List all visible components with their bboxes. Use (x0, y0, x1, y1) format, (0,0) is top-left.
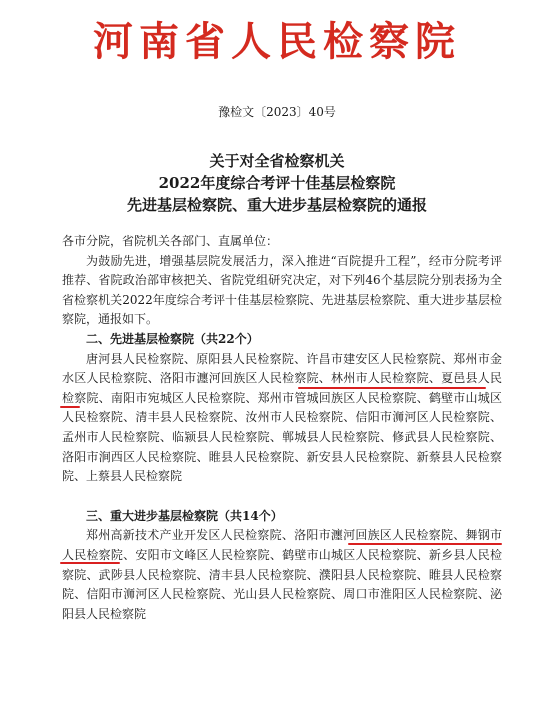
highlight-underline (298, 387, 486, 389)
section-spacer (62, 487, 502, 507)
document-body (62, 232, 502, 624)
intro-paragraph: 为鼓励先进，增强基层院发展活力，深入推进“百院提升工程”，经市分院考评推荐、省院政治部审核把关、省院党组研究决定，对下列46个基层院分别表扬为全省检察机关2022年度综合考评十佳基层检察院、先进基层检察院、重大进步基层检察院，通报如下。 (62, 253, 502, 327)
masthead-title: 河南省人民检察院 (93, 18, 461, 65)
title-line-1: 关于对全省检察机关 (209, 152, 345, 170)
title-line-2: 2022年度综合考评十佳基层检察院 (158, 174, 396, 192)
highlight-underline (348, 543, 502, 545)
document-number: 豫检文〔2023〕40号 (218, 105, 336, 119)
section-advanced-block (62, 350, 502, 487)
section-progress-block (62, 526, 502, 624)
salutation: 各市分院，省院机关各部门、直属单位： (62, 234, 279, 248)
highlight-underline (60, 406, 80, 408)
section-advanced-text: 唐河县人民检察院、原阳县人民检察院、许昌市建安区人民检察院、郑州市金水区人民检察院、洛阳市瀍河回族区人民检察院、林州市人民检察院、夏邑县人民检察院、南阳市宛城区人民检察院、郑州市管城回族区人民检察院、鹤壁市山城区人民检察院、清丰县人民检察院、汝州市人民检察院、信阳市浉河区人民检察院、孟州市人民检察院、临颍县人民检察院、郸城县人民检察院、修武县人民检察院、洛阳市涧西区人民检察院、睢县人民检察院、新安县人民检察院、新蔡县人民检察院、上蔡县人民检察院 (62, 351, 502, 484)
highlight-underline (60, 562, 120, 564)
section-progress-heading: 三、重大进步基层检察院（共14个） (86, 508, 283, 523)
section-advanced-heading: 二、先进基层检察院（共22个） (86, 331, 259, 346)
section-progress-text: 郑州高新技术产业开发区人民检察院、洛阳市瀍河回族区人民检察院、舞钢市人民检察院、安阳市文峰区人民检察院、鹤壁市山城区人民检察院、新乡县人民检察院、武陟县人民检察院、清丰县人民检察院、濮阳县人民检察院、睢县人民检察院、信阳市浉河区人民检察院、光山县人民检察院、周口市淮阳区人民检察院、泌阳县人民检察院 (62, 528, 502, 621)
document-title (0, 150, 554, 216)
title-line-3: 先进基层检察院、重大进步基层检察院的通报 (126, 196, 427, 214)
